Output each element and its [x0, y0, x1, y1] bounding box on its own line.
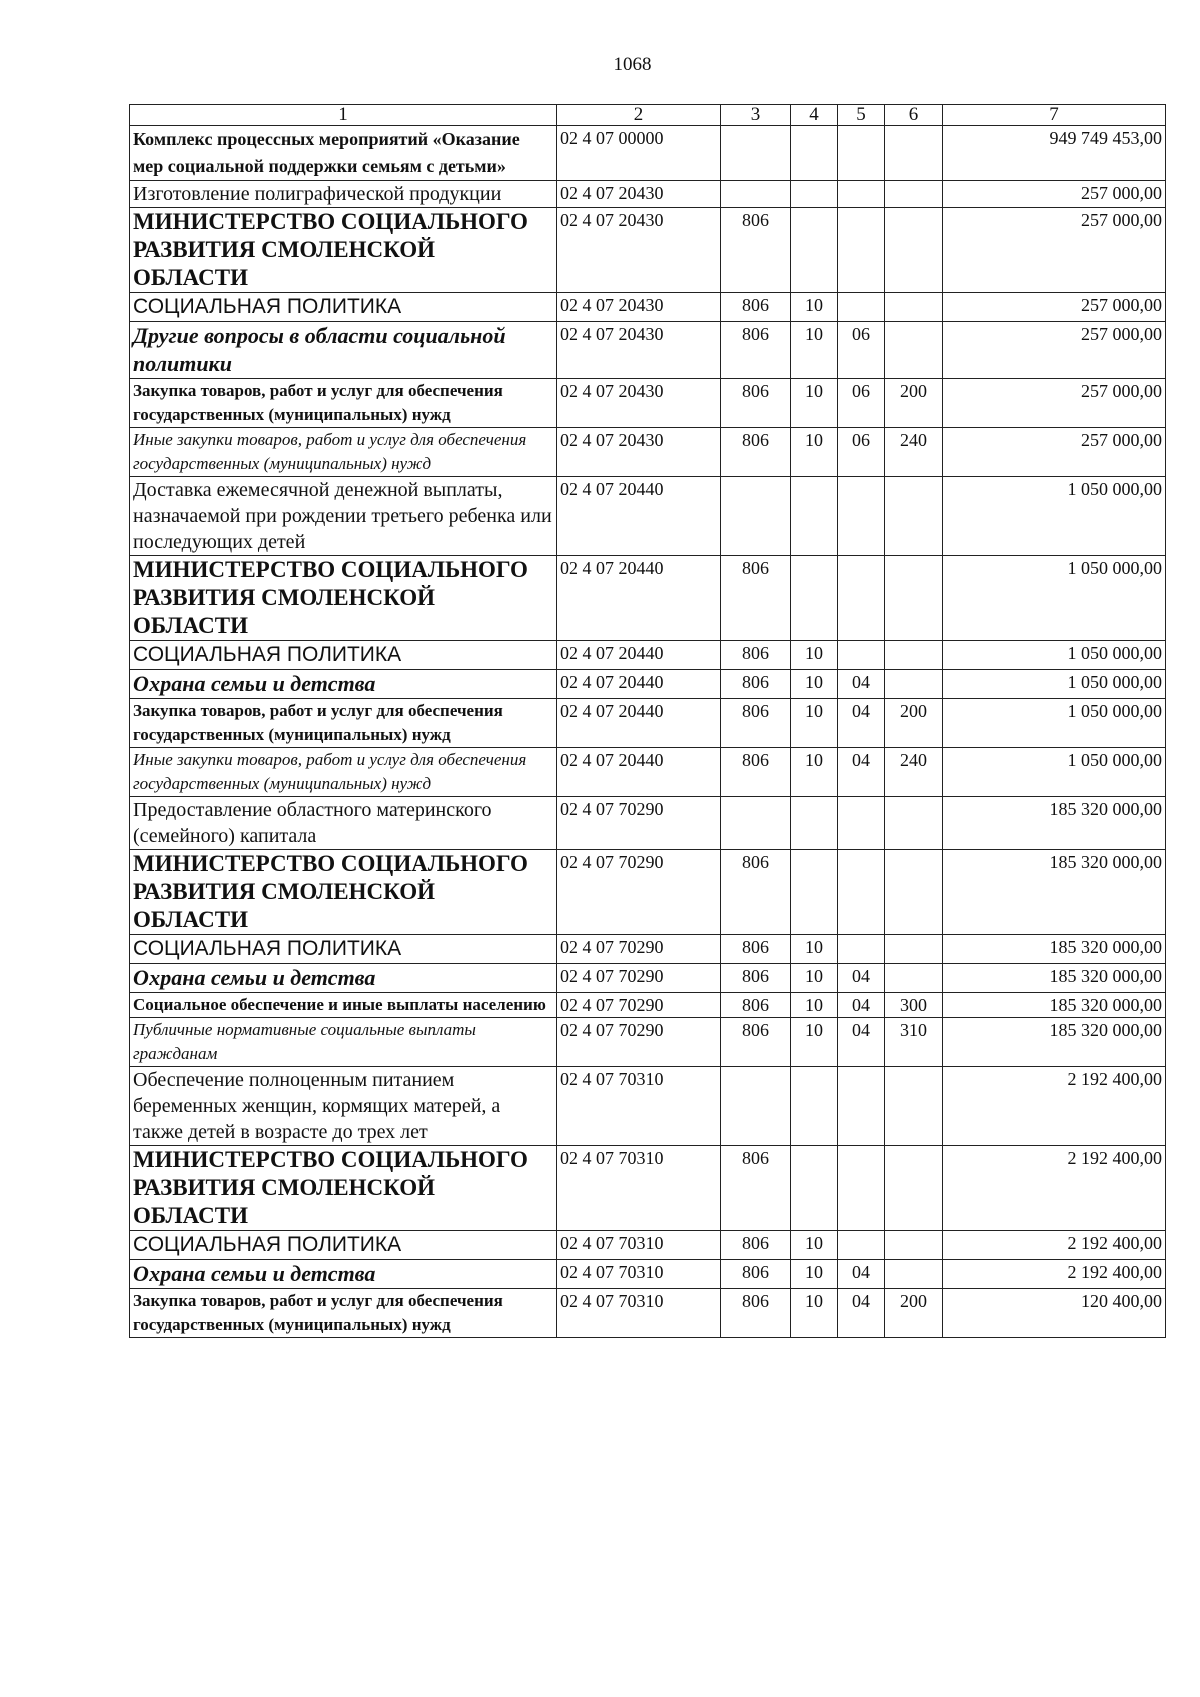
target-code-cell: 02 4 07 00000	[557, 126, 721, 181]
header-col-3: 3	[721, 105, 791, 126]
row-name-cell: Охрана семьи и детства	[130, 964, 557, 993]
section-code-cell: 10	[791, 670, 838, 699]
admin-code-cell: 806	[721, 964, 791, 993]
admin-code-cell: 806	[721, 1146, 791, 1231]
section-code-cell	[791, 850, 838, 935]
section-code-cell: 10	[791, 699, 838, 748]
amount-cell: 257 000,00	[943, 181, 1166, 208]
expense-type-cell: 200	[885, 1289, 943, 1338]
subsection-code-cell	[838, 1067, 885, 1146]
target-code-cell: 02 4 07 20440	[557, 556, 721, 641]
subsection-code-cell: 04	[838, 748, 885, 797]
target-code-cell: 02 4 07 20440	[557, 670, 721, 699]
expense-type-cell	[885, 181, 943, 208]
target-code-cell: 02 4 07 20430	[557, 208, 721, 293]
section-code-cell	[791, 1067, 838, 1146]
target-code-cell: 02 4 07 20430	[557, 428, 721, 477]
amount-cell: 257 000,00	[943, 428, 1166, 477]
amount-cell: 2 192 400,00	[943, 1231, 1166, 1260]
amount-cell: 185 320 000,00	[943, 964, 1166, 993]
target-code-cell: 02 4 07 70290	[557, 1018, 721, 1067]
admin-code-cell: 806	[721, 993, 791, 1018]
expense-type-cell	[885, 670, 943, 699]
table-row	[130, 293, 1166, 322]
row-name-cell: Охрана семьи и детства	[130, 1260, 557, 1289]
target-code-cell: 02 4 07 20440	[557, 699, 721, 748]
amount-cell: 1 050 000,00	[943, 641, 1166, 670]
amount-cell: 949 749 453,00	[943, 126, 1166, 181]
row-name-cell: Социальное обеспечение и иные выплаты населению	[130, 993, 557, 1018]
section-code-cell	[791, 797, 838, 850]
admin-code-cell: 806	[721, 1260, 791, 1289]
amount-cell: 185 320 000,00	[943, 850, 1166, 935]
row-name-cell: Предоставление областного материнского (семейного) капитала	[130, 797, 557, 850]
expense-type-cell	[885, 208, 943, 293]
header-col-2: 2	[557, 105, 721, 126]
amount-cell: 1 050 000,00	[943, 670, 1166, 699]
target-code-cell: 02 4 07 70290	[557, 964, 721, 993]
section-code-cell: 10	[791, 1018, 838, 1067]
amount-cell: 1 050 000,00	[943, 556, 1166, 641]
row-name-cell: Закупка товаров, работ и услуг для обеспечения государственных (муниципальных) нужд	[130, 699, 557, 748]
expense-type-cell	[885, 1260, 943, 1289]
amount-cell: 1 050 000,00	[943, 477, 1166, 556]
target-code-cell: 02 4 07 70290	[557, 797, 721, 850]
subsection-code-cell: 04	[838, 699, 885, 748]
admin-code-cell: 806	[721, 379, 791, 428]
row-name-cell: Закупка товаров, работ и услуг для обеспечения государственных (муниципальных) нужд	[130, 379, 557, 428]
subsection-code-cell	[838, 935, 885, 964]
header-col-4: 4	[791, 105, 838, 126]
row-name-cell: СОЦИАЛЬНАЯ ПОЛИТИКА	[130, 641, 557, 670]
section-code-cell	[791, 208, 838, 293]
section-code-cell: 10	[791, 322, 838, 379]
row-name-cell: Доставка ежемесячной денежной выплаты, назначаемой при рождении третьего ребенка или последующих детей	[130, 477, 557, 556]
amount-cell: 2 192 400,00	[943, 1260, 1166, 1289]
admin-code-cell	[721, 797, 791, 850]
target-code-cell: 02 4 07 20430	[557, 181, 721, 208]
expense-type-cell: 240	[885, 748, 943, 797]
admin-code-cell: 806	[721, 850, 791, 935]
expense-type-cell	[885, 556, 943, 641]
header-row	[130, 105, 1166, 126]
expense-type-cell	[885, 797, 943, 850]
amount-cell: 185 320 000,00	[943, 1018, 1166, 1067]
row-name-cell: Закупка товаров, работ и услуг для обеспечения государственных (муниципальных) нужд	[130, 1289, 557, 1338]
section-code-cell	[791, 556, 838, 641]
table-row	[130, 208, 1166, 293]
admin-code-cell	[721, 181, 791, 208]
target-code-cell: 02 4 07 70310	[557, 1260, 721, 1289]
table-row	[130, 379, 1166, 428]
admin-code-cell	[721, 126, 791, 181]
target-code-cell: 02 4 07 20430	[557, 322, 721, 379]
subsection-code-cell	[838, 850, 885, 935]
target-code-cell: 02 4 07 70310	[557, 1067, 721, 1146]
expense-type-cell	[885, 293, 943, 322]
expense-type-cell: 200	[885, 699, 943, 748]
admin-code-cell: 806	[721, 699, 791, 748]
section-code-cell: 10	[791, 993, 838, 1018]
header-col-5: 5	[838, 105, 885, 126]
expense-type-cell	[885, 641, 943, 670]
amount-cell: 2 192 400,00	[943, 1067, 1166, 1146]
table-row	[130, 993, 1166, 1018]
table-row	[130, 1146, 1166, 1231]
amount-cell: 257 000,00	[943, 293, 1166, 322]
admin-code-cell: 806	[721, 428, 791, 477]
target-code-cell: 02 4 07 70290	[557, 850, 721, 935]
section-code-cell: 10	[791, 1231, 838, 1260]
row-name-cell: МИНИСТЕРСТВО СОЦИАЛЬНОГО РАЗВИТИЯ СМОЛЕНСКОЙ ОБЛАСТИ	[130, 1146, 557, 1231]
expense-type-cell: 240	[885, 428, 943, 477]
section-code-cell	[791, 126, 838, 181]
amount-cell: 2 192 400,00	[943, 1146, 1166, 1231]
expense-type-cell: 310	[885, 1018, 943, 1067]
admin-code-cell: 806	[721, 1018, 791, 1067]
header-col-7: 7	[943, 105, 1166, 126]
target-code-cell: 02 4 07 70290	[557, 935, 721, 964]
section-code-cell: 10	[791, 748, 838, 797]
table-row	[130, 850, 1166, 935]
table-row	[130, 670, 1166, 699]
target-code-cell: 02 4 07 20430	[557, 293, 721, 322]
target-code-cell: 02 4 07 70310	[557, 1289, 721, 1338]
subsection-code-cell	[838, 293, 885, 322]
amount-cell: 185 320 000,00	[943, 797, 1166, 850]
admin-code-cell: 806	[721, 641, 791, 670]
expense-type-cell	[885, 1067, 943, 1146]
admin-code-cell: 806	[721, 670, 791, 699]
expense-type-cell	[885, 964, 943, 993]
table-row	[130, 748, 1166, 797]
budget-table	[129, 104, 1166, 1338]
target-code-cell: 02 4 07 70310	[557, 1146, 721, 1231]
table-row	[130, 641, 1166, 670]
admin-code-cell: 806	[721, 322, 791, 379]
subsection-code-cell: 06	[838, 428, 885, 477]
table-row	[130, 322, 1166, 379]
admin-code-cell	[721, 1067, 791, 1146]
table-body	[130, 126, 1166, 1338]
admin-code-cell: 806	[721, 208, 791, 293]
admin-code-cell	[721, 477, 791, 556]
row-name-cell: Иные закупки товаров, работ и услуг для обеспечения государственных (муниципальных) нужд	[130, 748, 557, 797]
admin-code-cell: 806	[721, 1289, 791, 1338]
section-code-cell: 10	[791, 293, 838, 322]
expense-type-cell	[885, 322, 943, 379]
amount-cell: 185 320 000,00	[943, 993, 1166, 1018]
amount-cell: 1 050 000,00	[943, 748, 1166, 797]
expense-type-cell	[885, 477, 943, 556]
subsection-code-cell: 04	[838, 1018, 885, 1067]
row-name-cell: Охрана семьи и детства	[130, 670, 557, 699]
row-name-cell: СОЦИАЛЬНАЯ ПОЛИТИКА	[130, 935, 557, 964]
expense-type-cell	[885, 1146, 943, 1231]
subsection-code-cell	[838, 797, 885, 850]
section-code-cell: 10	[791, 935, 838, 964]
table-row	[130, 1018, 1166, 1067]
amount-cell: 257 000,00	[943, 379, 1166, 428]
row-name-cell: МИНИСТЕРСТВО СОЦИАЛЬНОГО РАЗВИТИЯ СМОЛЕНСКОЙ ОБЛАСТИ	[130, 850, 557, 935]
section-code-cell: 10	[791, 428, 838, 477]
subsection-code-cell	[838, 641, 885, 670]
subsection-code-cell: 04	[838, 1260, 885, 1289]
subsection-code-cell: 04	[838, 964, 885, 993]
section-code-cell: 10	[791, 379, 838, 428]
table-row	[130, 181, 1166, 208]
table-row	[130, 428, 1166, 477]
expense-type-cell	[885, 850, 943, 935]
admin-code-cell: 806	[721, 556, 791, 641]
table-row	[130, 1289, 1166, 1338]
subsection-code-cell: 06	[838, 379, 885, 428]
header-col-6: 6	[885, 105, 943, 126]
admin-code-cell: 806	[721, 935, 791, 964]
header-col-1: 1	[130, 105, 557, 126]
subsection-code-cell: 04	[838, 1289, 885, 1338]
section-code-cell: 10	[791, 1289, 838, 1338]
subsection-code-cell	[838, 556, 885, 641]
subsection-code-cell	[838, 126, 885, 181]
expense-type-cell	[885, 1231, 943, 1260]
page-number: 1068	[613, 54, 652, 75]
target-code-cell: 02 4 07 20440	[557, 641, 721, 670]
amount-cell: 257 000,00	[943, 208, 1166, 293]
table-row	[130, 556, 1166, 641]
row-name-cell: Иные закупки товаров, работ и услуг для обеспечения государственных (муниципальных) нужд	[130, 428, 557, 477]
amount-cell: 257 000,00	[943, 322, 1166, 379]
table-row	[130, 126, 1166, 181]
target-code-cell: 02 4 07 20440	[557, 477, 721, 556]
admin-code-cell: 806	[721, 1231, 791, 1260]
expense-type-cell: 300	[885, 993, 943, 1018]
expense-type-cell	[885, 935, 943, 964]
section-code-cell: 10	[791, 641, 838, 670]
expense-type-cell	[885, 126, 943, 181]
admin-code-cell: 806	[721, 293, 791, 322]
target-code-cell: 02 4 07 20430	[557, 379, 721, 428]
row-name-cell: Изготовление полиграфической продукции	[130, 181, 557, 208]
subsection-code-cell	[838, 1146, 885, 1231]
table-row	[130, 1260, 1166, 1289]
subsection-code-cell	[838, 181, 885, 208]
amount-cell: 1 050 000,00	[943, 699, 1166, 748]
table-row	[130, 699, 1166, 748]
row-name-cell: СОЦИАЛЬНАЯ ПОЛИТИКА	[130, 293, 557, 322]
row-name-cell: СОЦИАЛЬНАЯ ПОЛИТИКА	[130, 1231, 557, 1260]
expense-type-cell: 200	[885, 379, 943, 428]
admin-code-cell: 806	[721, 748, 791, 797]
row-name-cell: Обеспечение полноценным питанием беременных женщин, кормящих матерей, а также детей в возрасте до трех лет	[130, 1067, 557, 1146]
amount-cell: 185 320 000,00	[943, 935, 1166, 964]
row-name-cell: Комплекс процессных мероприятий «Оказание мер социальной поддержки семьям с детьми»	[130, 126, 557, 181]
table-row	[130, 964, 1166, 993]
subsection-code-cell: 06	[838, 322, 885, 379]
row-name-cell: Публичные нормативные социальные выплаты гражданам	[130, 1018, 557, 1067]
subsection-code-cell: 04	[838, 670, 885, 699]
table-row	[130, 935, 1166, 964]
row-name-cell: МИНИСТЕРСТВО СОЦИАЛЬНОГО РАЗВИТИЯ СМОЛЕНСКОЙ ОБЛАСТИ	[130, 208, 557, 293]
section-code-cell: 10	[791, 964, 838, 993]
subsection-code-cell	[838, 477, 885, 556]
target-code-cell: 02 4 07 70290	[557, 993, 721, 1018]
subsection-code-cell: 04	[838, 993, 885, 1018]
target-code-cell: 02 4 07 20440	[557, 748, 721, 797]
amount-cell: 120 400,00	[943, 1289, 1166, 1338]
section-code-cell: 10	[791, 1260, 838, 1289]
row-name-cell: Другие вопросы в области социальной политики	[130, 322, 557, 379]
section-code-cell	[791, 477, 838, 556]
table-row	[130, 1231, 1166, 1260]
section-code-cell	[791, 181, 838, 208]
table-row	[130, 797, 1166, 850]
subsection-code-cell	[838, 208, 885, 293]
table-row	[130, 477, 1166, 556]
table-row	[130, 1067, 1166, 1146]
subsection-code-cell	[838, 1231, 885, 1260]
section-code-cell	[791, 1146, 838, 1231]
row-name-cell: МИНИСТЕРСТВО СОЦИАЛЬНОГО РАЗВИТИЯ СМОЛЕНСКОЙ ОБЛАСТИ	[130, 556, 557, 641]
target-code-cell: 02 4 07 70310	[557, 1231, 721, 1260]
